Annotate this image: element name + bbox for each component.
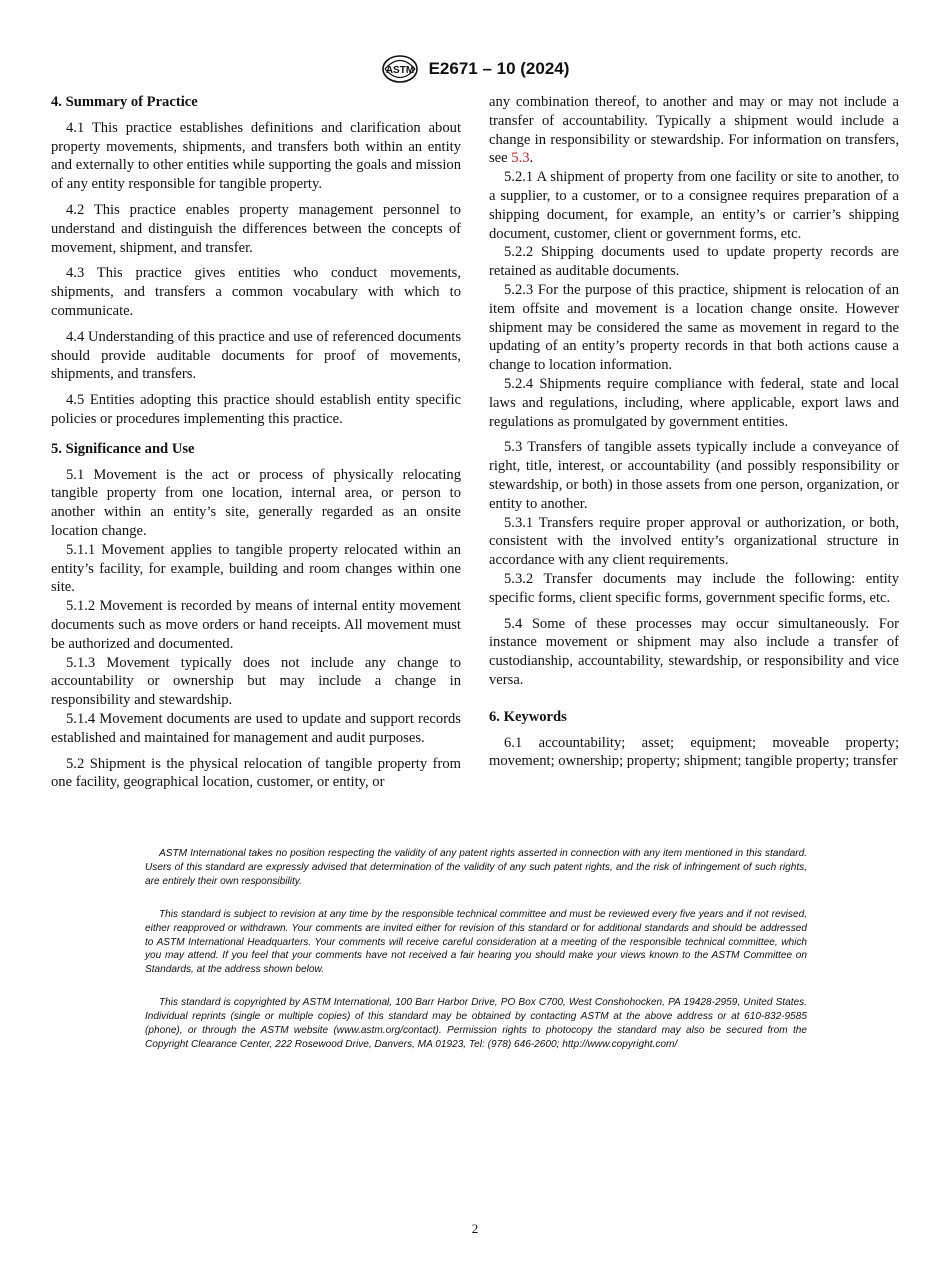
patent-notice: ASTM International takes no position respecting the validity of any patent rights asserted in connection with any item mentioned in this standard. Users of this standard are expressly advised that determination of the validity of any such patent rights, and the risk of infringement of such rights, are entirely their own responsibility. xyxy=(145,848,807,887)
paragraph-5-3: 5.3 Transfers of tangible assets typically include a conveyance of right, title, interest, or accountability (and possibly responsibility or stewardship, or both) in those assets from one person, organization, or entity to another. xyxy=(489,439,899,512)
right-column xyxy=(489,93,899,771)
paragraph-5-3-2: 5.3.2 Transfer documents may include the following: entity specific forms, client specific forms, government specific forms, etc. xyxy=(489,570,899,606)
paragraph-5-1-3: 5.1.3 Movement typically does not include any change to accountability or ownership but may include a change in responsibility and stewardship. xyxy=(51,654,461,709)
left-column xyxy=(51,93,461,792)
paragraph-5-1-4: 5.1.4 Movement documents are used to update and support records established and maintained for management and audit purposes. xyxy=(51,710,461,746)
paragraph-4-1: 4.1 This practice establishes definitions and clarification about property movements, shipments, and transfers both within an entity and externally to other entities while supporting the goals and mission of any entity responsible for tangible property. xyxy=(51,119,461,193)
paragraph-6-1: 6.1 accountability; asset; equipment; moveable property; movement; ownership; property; shipment; tangible property; transfer xyxy=(489,734,899,770)
section-6-heading: 6. Keywords xyxy=(489,708,567,725)
paragraph-5-2-continued: any combination thereof, to another and may or may not include a transfer of accountability. Typically a shipment would include a change in responsibility or stewardship. For information on transfers, see 5.3. xyxy=(489,94,899,167)
section-5-3-link[interactable]: 5.3 xyxy=(511,150,530,167)
paragraph-4-4: 4.4 Understanding of this practice and use of referenced documents should provide auditable documents for proof of movements, shipments, and transfers. xyxy=(51,328,461,383)
paragraph-4-3: 4.3 This practice gives entities who conduct movements, shipments, and transfers a common vocabulary with which to communicate. xyxy=(51,265,461,319)
svg-text:ASTM: ASTM xyxy=(385,65,414,76)
footer-notes xyxy=(145,847,807,1071)
paragraph-5-3-1: 5.3.1 Transfers require proper approval or authorization, or both, consistent with the involved entity’s organizational structure in accordance with any client requirements. xyxy=(489,514,899,569)
paragraph-5-2-3: 5.2.3 For the purpose of this practice, shipment is relocation of an item offsite and movement is a location change onsite. However shipment may be considered the same as movement in regard to the updating of an entity’s property records in that both actions cause a change to location information. xyxy=(489,281,899,374)
paragraph-5-2-2: 5.2.2 Shipping documents used to update property records are retained as auditable documents. xyxy=(489,244,899,280)
paragraph-4-2: 4.2 This practice enables property management personnel to understand and distinguish the differences between the concepts of movement, shipment, and transfer. xyxy=(51,201,461,256)
paragraph-5-2-continued-text: any combination thereof, to another and may or may not include a transfer of accountability. Typically a shipment would include a change in responsibility or stewardship. For information on transfers, see xyxy=(489,94,899,167)
paragraph-5-2-1: 5.2.1 A shipment of property from one facility or site to another, to a supplier, to a customer, or to a consignee requires preparation of a shipping document, for example, an entity’s or carrier’s shipping document, customer, client or government forms, etc. xyxy=(489,169,899,242)
page-header xyxy=(0,54,950,84)
revision-notice: This standard is subject to revision at any time by the responsible technical committee and must be reviewed every five years and if not revised, either reapproved or withdrawn. Your comments are invited either for revision of this standard or for additional standards and should be addressed to ASTM International Headquarters. Your comments will receive careful consideration at a meeting of the responsible technical committee, which you may attend. If you feel that your comments have not received a fair hearing you should make your views known to the ASTM Committee on Standards, at the address shown below. xyxy=(145,908,807,976)
section-4-heading: 4. Summary of Practice xyxy=(51,94,198,110)
section-5-heading: 5. Significance and Use xyxy=(51,440,195,457)
paragraph-5-4: 5.4 Some of these processes may occur simultaneously. For instance movement or shipment may also include a transfer of custodianship, accountability, stewardship, or responsibility and vice versa. xyxy=(489,615,899,688)
astm-logo-icon xyxy=(381,54,419,84)
paragraph-5-2: 5.2 Shipment is the physical relocation of tangible property from one facility, geographical location, customer, or entity, or xyxy=(51,755,461,791)
document-number: E2671 – 10 (2024) xyxy=(428,59,570,78)
page-number: 2 xyxy=(471,1221,479,1236)
copyright-notice: This standard is copyrighted by ASTM International, 100 Barr Harbor Drive, PO Box C700, West Conshohocken, PA 19428-2959, United States. Individual reprints (single or multiple copies) of this standard may be obtained by contacting ASTM at the above address or at 610-832-9585 (phone), or through the ASTM website (www.astm.org/contact). Permission rights to photocopy the standard may also be secured from the Copyright Clearance Center, 222 Rosewood Drive, Danvers, MA 01923, Tel: (978) 646-2600; http://www.copyright.com/ xyxy=(145,997,807,1050)
paragraph-5-2-4: 5.2.4 Shipments require compliance with federal, state and local laws and regulations, including, where applicable, export laws and regulations as promulgated by government entities. xyxy=(489,375,899,430)
paragraph-4-5: 4.5 Entities adopting this practice should establish entity specific policies or procedures implementing this practice. xyxy=(51,392,461,427)
paragraph-5-1-1: 5.1.1 Movement applies to tangible property relocated within an entity’s facility, for example, building and room changes within one site. xyxy=(51,541,461,596)
paragraph-5-1-2: 5.1.2 Movement is recorded by means of internal entity movement documents such as move orders or hand receipts. All movement must be authorized and documented. xyxy=(51,598,461,652)
paragraph-5-1: 5.1 Movement is the act or process of physically relocating tangible property from one location, internal area, or person to another within an entity’s site, generally regarded as an onsite location change. xyxy=(51,466,461,539)
